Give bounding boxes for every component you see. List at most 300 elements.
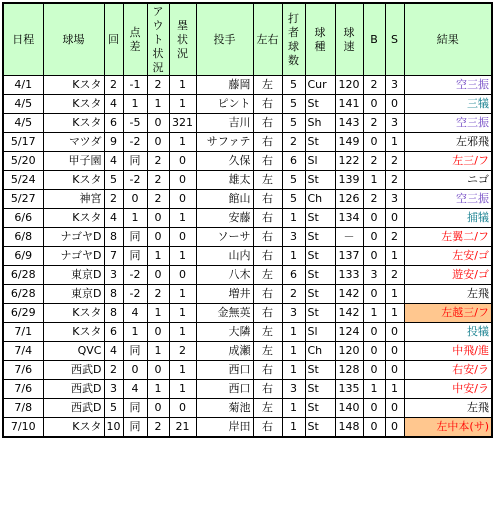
cell-speed: 126	[335, 190, 363, 209]
cell-run-diff: 0	[123, 361, 147, 380]
cell-park: 甲子園	[43, 152, 104, 171]
cell-balls: 0	[363, 285, 385, 304]
cell-pitch-type: St	[305, 304, 335, 323]
cell-outs: 0	[147, 266, 169, 285]
header-date: 日程	[3, 3, 43, 76]
table-row	[3, 190, 492, 209]
header-row	[3, 3, 492, 76]
cell-hand: 左	[253, 323, 282, 342]
cell-strikes: 1	[385, 380, 404, 399]
cell-run-diff: -2	[123, 285, 147, 304]
cell-inning: 2	[104, 76, 123, 95]
cell-strikes: 0	[385, 209, 404, 228]
cell-inning: 8	[104, 228, 123, 247]
cell-pitch-count: 2	[282, 133, 305, 152]
cell-pitch-type: St	[305, 380, 335, 399]
cell-balls: 0	[363, 323, 385, 342]
cell-strikes: 3	[385, 114, 404, 133]
cell-inning: 3	[104, 380, 123, 399]
table-row	[3, 285, 492, 304]
cell-pitcher: 藤岡	[196, 76, 253, 95]
stats-table-container	[2, 2, 493, 438]
cell-pitch-type: St	[305, 209, 335, 228]
cell-park: Kスタ	[43, 304, 104, 323]
cell-outs: 2	[147, 76, 169, 95]
table-row	[3, 76, 492, 95]
cell-speed: 122	[335, 152, 363, 171]
cell-result: 左飛	[404, 399, 492, 418]
cell-bases: 321	[169, 114, 196, 133]
cell-run-diff: -1	[123, 76, 147, 95]
cell-result: 左三/フ	[404, 152, 492, 171]
cell-result: 空三振	[404, 76, 492, 95]
cell-pitch-type: St	[305, 399, 335, 418]
cell-pitch-count: 1	[282, 399, 305, 418]
cell-pitch-type: St	[305, 247, 335, 266]
cell-pitch-count: 5	[282, 171, 305, 190]
cell-inning: 7	[104, 247, 123, 266]
cell-pitcher: 久保	[196, 152, 253, 171]
cell-result: 左邪飛	[404, 133, 492, 152]
cell-outs: 0	[147, 133, 169, 152]
header-pitch-count: 打者球数	[282, 3, 305, 76]
header-hand: 左右	[253, 3, 282, 76]
table-row	[3, 304, 492, 323]
cell-speed: 133	[335, 266, 363, 285]
cell-balls: 0	[363, 247, 385, 266]
cell-hand: 左	[253, 76, 282, 95]
cell-result: 三犠	[404, 95, 492, 114]
cell-pitch-count: 1	[282, 342, 305, 361]
cell-bases: 1	[169, 133, 196, 152]
table-row	[3, 114, 492, 133]
cell-outs: 1	[147, 304, 169, 323]
cell-park: Kスタ	[43, 95, 104, 114]
cell-balls: 2	[363, 76, 385, 95]
cell-balls: 1	[363, 171, 385, 190]
cell-bases: 1	[169, 380, 196, 399]
cell-run-diff: -2	[123, 171, 147, 190]
cell-balls: 3	[363, 266, 385, 285]
cell-park: Kスタ	[43, 418, 104, 438]
cell-balls: 2	[363, 152, 385, 171]
cell-date: 7/6	[3, 361, 43, 380]
cell-pitch-type: St	[305, 418, 335, 438]
cell-hand: 左	[253, 342, 282, 361]
header-balls: B	[363, 3, 385, 76]
cell-balls: 0	[363, 399, 385, 418]
cell-park: 西武D	[43, 380, 104, 399]
cell-speed: 139	[335, 171, 363, 190]
cell-pitcher: 大隣	[196, 323, 253, 342]
cell-result: 遊安/ゴ	[404, 266, 492, 285]
cell-pitch-type: St	[305, 228, 335, 247]
cell-pitch-type: St	[305, 95, 335, 114]
cell-strikes: 0	[385, 399, 404, 418]
cell-run-diff: 4	[123, 304, 147, 323]
cell-hand: 右	[253, 133, 282, 152]
cell-run-diff: 0	[123, 190, 147, 209]
cell-pitch-count: 5	[282, 114, 305, 133]
cell-speed: 134	[335, 209, 363, 228]
cell-strikes: 0	[385, 418, 404, 438]
cell-pitch-type: Sl	[305, 323, 335, 342]
table-row	[3, 323, 492, 342]
cell-outs: 2	[147, 190, 169, 209]
cell-bases: 0	[169, 399, 196, 418]
cell-outs: 2	[147, 418, 169, 438]
cell-date: 5/24	[3, 171, 43, 190]
cell-date: 7/4	[3, 342, 43, 361]
cell-pitcher: 安藤	[196, 209, 253, 228]
cell-speed: －	[335, 228, 363, 247]
cell-outs: 0	[147, 228, 169, 247]
cell-bases: 1	[169, 247, 196, 266]
cell-date: 7/8	[3, 399, 43, 418]
cell-pitch-count: 5	[282, 95, 305, 114]
cell-result: 左翼二/フ	[404, 228, 492, 247]
cell-speed: 142	[335, 285, 363, 304]
cell-park: ナゴヤD	[43, 247, 104, 266]
cell-outs: 1	[147, 342, 169, 361]
cell-bases: 0	[169, 152, 196, 171]
cell-run-diff: 4	[123, 380, 147, 399]
cell-pitcher: 菊池	[196, 399, 253, 418]
cell-bases: 0	[169, 171, 196, 190]
table-row	[3, 266, 492, 285]
cell-run-diff: 同	[123, 228, 147, 247]
cell-strikes: 0	[385, 361, 404, 380]
header-pitcher: 投手	[196, 3, 253, 76]
cell-inning: 4	[104, 209, 123, 228]
cell-park: Kスタ	[43, 114, 104, 133]
cell-inning: 10	[104, 418, 123, 438]
cell-pitcher: 山内	[196, 247, 253, 266]
table-row	[3, 228, 492, 247]
cell-inning: 5	[104, 171, 123, 190]
cell-bases: 1	[169, 209, 196, 228]
cell-pitch-count: 1	[282, 361, 305, 380]
cell-result: 中安/ラ	[404, 380, 492, 399]
cell-bases: 2	[169, 342, 196, 361]
cell-run-diff: 同	[123, 152, 147, 171]
header-bases: 塁状況	[169, 3, 196, 76]
cell-date: 4/5	[3, 95, 43, 114]
cell-speed: 135	[335, 380, 363, 399]
cell-bases: 0	[169, 190, 196, 209]
cell-pitch-count: 6	[282, 266, 305, 285]
cell-outs: 0	[147, 361, 169, 380]
table-row	[3, 418, 492, 438]
cell-result: 空三振	[404, 114, 492, 133]
cell-hand: 左	[253, 399, 282, 418]
cell-result: 空三振	[404, 190, 492, 209]
cell-balls: 0	[363, 95, 385, 114]
cell-park: Kスタ	[43, 76, 104, 95]
cell-park: 西武D	[43, 361, 104, 380]
cell-speed: 148	[335, 418, 363, 438]
cell-run-diff: 同	[123, 342, 147, 361]
cell-strikes: 2	[385, 228, 404, 247]
cell-bases: 1	[169, 76, 196, 95]
cell-run-diff: -2	[123, 266, 147, 285]
cell-bases: 1	[169, 95, 196, 114]
cell-strikes: 2	[385, 152, 404, 171]
cell-speed: 137	[335, 247, 363, 266]
cell-inning: 4	[104, 95, 123, 114]
cell-outs: 0	[147, 399, 169, 418]
cell-strikes: 1	[385, 285, 404, 304]
cell-balls: 1	[363, 380, 385, 399]
cell-result: 左安/ゴ	[404, 247, 492, 266]
cell-outs: 0	[147, 323, 169, 342]
cell-pitch-type: Sh	[305, 114, 335, 133]
cell-hand: 右	[253, 361, 282, 380]
cell-result: 左飛	[404, 285, 492, 304]
cell-inning: 2	[104, 361, 123, 380]
cell-run-diff: 1	[123, 209, 147, 228]
header-outs: アウト状況	[147, 3, 169, 76]
cell-balls: 0	[363, 418, 385, 438]
cell-speed: 141	[335, 95, 363, 114]
cell-bases: 1	[169, 361, 196, 380]
cell-balls: 0	[363, 209, 385, 228]
cell-pitch-count: 6	[282, 152, 305, 171]
cell-pitch-count: 3	[282, 380, 305, 399]
cell-pitch-type: St	[305, 266, 335, 285]
cell-date: 6/6	[3, 209, 43, 228]
header-park: 球場	[43, 3, 104, 76]
cell-balls: 0	[363, 228, 385, 247]
cell-park: 西武D	[43, 399, 104, 418]
cell-bases: 1	[169, 285, 196, 304]
cell-pitch-count: 1	[282, 247, 305, 266]
cell-inning: 4	[104, 152, 123, 171]
table-row	[3, 399, 492, 418]
cell-outs: 2	[147, 285, 169, 304]
cell-result: ニゴ	[404, 171, 492, 190]
cell-inning: 2	[104, 190, 123, 209]
cell-date: 5/17	[3, 133, 43, 152]
cell-result: 投犠	[404, 323, 492, 342]
cell-pitcher: ソーサ	[196, 228, 253, 247]
cell-date: 6/9	[3, 247, 43, 266]
cell-strikes: 3	[385, 190, 404, 209]
cell-outs: 1	[147, 380, 169, 399]
cell-result: 捕犠	[404, 209, 492, 228]
cell-balls: 2	[363, 114, 385, 133]
cell-pitcher: 西口	[196, 380, 253, 399]
table-row	[3, 247, 492, 266]
cell-park: 東京D	[43, 285, 104, 304]
header-run-diff: 点差	[123, 3, 147, 76]
cell-pitch-count: 5	[282, 76, 305, 95]
cell-park: ナゴヤD	[43, 228, 104, 247]
cell-park: 東京D	[43, 266, 104, 285]
cell-date: 6/28	[3, 266, 43, 285]
cell-balls: 2	[363, 190, 385, 209]
cell-hand: 右	[253, 114, 282, 133]
cell-inning: 3	[104, 266, 123, 285]
cell-pitcher: ピント	[196, 95, 253, 114]
cell-balls: 0	[363, 133, 385, 152]
cell-hand: 右	[253, 95, 282, 114]
cell-pitcher: 雄太	[196, 171, 253, 190]
cell-speed: 140	[335, 399, 363, 418]
cell-result: 右安/ラ	[404, 361, 492, 380]
cell-bases: 0	[169, 228, 196, 247]
cell-balls: 0	[363, 342, 385, 361]
table-row	[3, 152, 492, 171]
cell-run-diff: -2	[123, 133, 147, 152]
cell-park: Kスタ	[43, 323, 104, 342]
cell-strikes: 0	[385, 95, 404, 114]
cell-speed: 128	[335, 361, 363, 380]
cell-pitch-count: 5	[282, 190, 305, 209]
cell-date: 4/1	[3, 76, 43, 95]
cell-hand: 右	[253, 152, 282, 171]
table-row	[3, 380, 492, 399]
header-inning: 回	[104, 3, 123, 76]
cell-pitcher: 吉川	[196, 114, 253, 133]
cell-inning: 9	[104, 133, 123, 152]
cell-pitcher: 金無英	[196, 304, 253, 323]
cell-run-diff: 1	[123, 95, 147, 114]
cell-inning: 4	[104, 342, 123, 361]
cell-bases: 0	[169, 266, 196, 285]
cell-park: Kスタ	[43, 171, 104, 190]
cell-hand: 右	[253, 418, 282, 438]
cell-outs: 2	[147, 152, 169, 171]
cell-pitch-count: 1	[282, 323, 305, 342]
cell-outs: 2	[147, 171, 169, 190]
cell-hand: 左	[253, 266, 282, 285]
cell-outs: 1	[147, 247, 169, 266]
cell-pitch-count: 1	[282, 418, 305, 438]
header-result: 結果	[404, 3, 492, 76]
cell-inning: 8	[104, 285, 123, 304]
cell-hand: 右	[253, 209, 282, 228]
cell-bases: 1	[169, 323, 196, 342]
cell-strikes: 0	[385, 323, 404, 342]
cell-pitcher: 成瀬	[196, 342, 253, 361]
cell-result: 左越三/フ	[404, 304, 492, 323]
cell-pitch-count: 3	[282, 304, 305, 323]
cell-pitch-type: St	[305, 361, 335, 380]
cell-hand: 右	[253, 304, 282, 323]
cell-hand: 右	[253, 380, 282, 399]
table-row	[3, 133, 492, 152]
cell-balls: 1	[363, 304, 385, 323]
cell-hand: 左	[253, 171, 282, 190]
cell-inning: 5	[104, 399, 123, 418]
header-strikes: S	[385, 3, 404, 76]
cell-run-diff: 同	[123, 247, 147, 266]
cell-strikes: 1	[385, 304, 404, 323]
cell-pitch-type: Ch	[305, 190, 335, 209]
cell-strikes: 1	[385, 133, 404, 152]
header-pitch-type: 球種	[305, 3, 335, 76]
cell-date: 4/5	[3, 114, 43, 133]
cell-pitch-count: 2	[282, 285, 305, 304]
cell-pitch-type: Cur	[305, 76, 335, 95]
cell-bases: 21	[169, 418, 196, 438]
batting-record-table	[2, 2, 493, 438]
cell-speed: 120	[335, 342, 363, 361]
cell-date: 6/29	[3, 304, 43, 323]
cell-strikes: 2	[385, 171, 404, 190]
cell-pitch-type: Sl	[305, 152, 335, 171]
table-row	[3, 342, 492, 361]
cell-speed: 142	[335, 304, 363, 323]
table-body	[3, 76, 492, 438]
cell-date: 7/1	[3, 323, 43, 342]
cell-park: マツダ	[43, 133, 104, 152]
cell-pitcher: 増井	[196, 285, 253, 304]
cell-result: 左中本(サ)	[404, 418, 492, 438]
cell-pitch-count: 3	[282, 228, 305, 247]
cell-speed: 124	[335, 323, 363, 342]
cell-outs: 0	[147, 209, 169, 228]
cell-pitcher: サファテ	[196, 133, 253, 152]
cell-strikes: 2	[385, 266, 404, 285]
cell-run-diff: 同	[123, 418, 147, 438]
cell-pitch-type: St	[305, 133, 335, 152]
cell-inning: 6	[104, 114, 123, 133]
cell-pitcher: 八木	[196, 266, 253, 285]
cell-run-diff: -5	[123, 114, 147, 133]
cell-pitcher: 西口	[196, 361, 253, 380]
cell-strikes: 0	[385, 342, 404, 361]
header-speed: 球速	[335, 3, 363, 76]
cell-date: 7/10	[3, 418, 43, 438]
cell-inning: 8	[104, 304, 123, 323]
cell-park: Kスタ	[43, 209, 104, 228]
cell-bases: 1	[169, 304, 196, 323]
cell-hand: 右	[253, 228, 282, 247]
cell-inning: 6	[104, 323, 123, 342]
cell-date: 7/6	[3, 380, 43, 399]
cell-run-diff: 1	[123, 323, 147, 342]
cell-speed: 149	[335, 133, 363, 152]
cell-strikes: 3	[385, 76, 404, 95]
cell-date: 5/27	[3, 190, 43, 209]
table-row	[3, 171, 492, 190]
cell-pitch-type: Ch	[305, 342, 335, 361]
cell-pitch-type: St	[305, 285, 335, 304]
cell-run-diff: 同	[123, 399, 147, 418]
cell-outs: 1	[147, 95, 169, 114]
cell-park: 神宮	[43, 190, 104, 209]
cell-strikes: 1	[385, 247, 404, 266]
table-row	[3, 361, 492, 380]
cell-park: QVC	[43, 342, 104, 361]
cell-pitch-type: St	[305, 171, 335, 190]
cell-speed: 143	[335, 114, 363, 133]
cell-pitcher: 館山	[196, 190, 253, 209]
cell-hand: 右	[253, 247, 282, 266]
cell-date: 6/8	[3, 228, 43, 247]
cell-speed: 120	[335, 76, 363, 95]
cell-date: 6/28	[3, 285, 43, 304]
cell-pitch-count: 1	[282, 209, 305, 228]
cell-pitcher: 岸田	[196, 418, 253, 438]
cell-balls: 0	[363, 361, 385, 380]
cell-outs: 0	[147, 114, 169, 133]
cell-hand: 右	[253, 190, 282, 209]
table-row	[3, 209, 492, 228]
cell-date: 5/20	[3, 152, 43, 171]
